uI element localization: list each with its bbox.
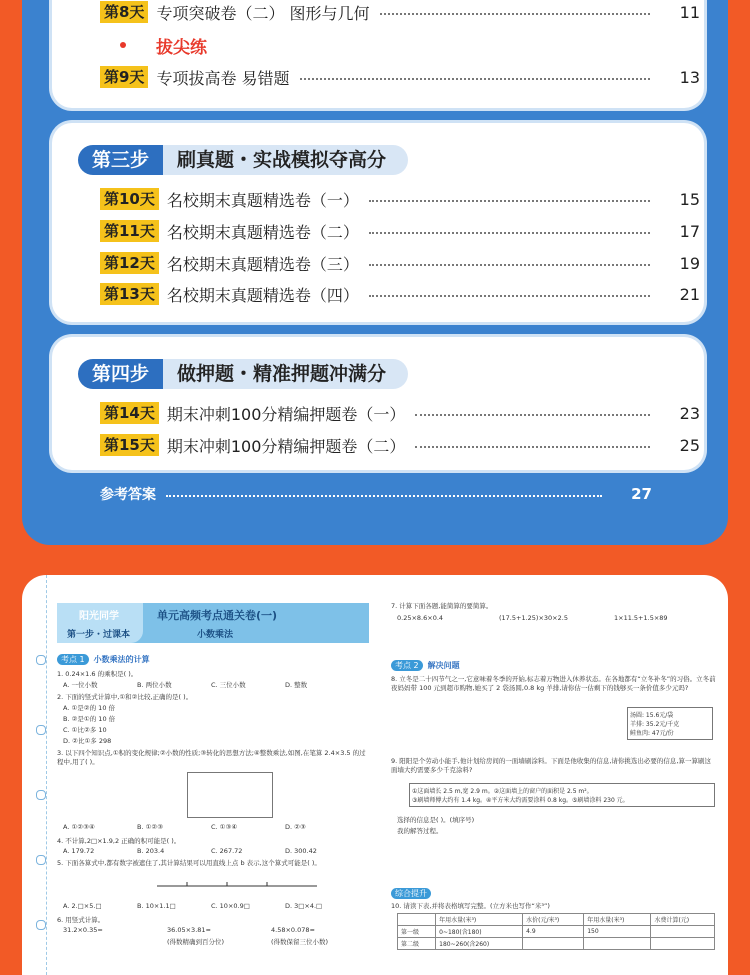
option: C. ①③④ [211, 823, 238, 831]
option: B. ①②③ [137, 823, 164, 831]
option: A. 179.72 [63, 847, 95, 855]
answers-row[interactable] [100, 484, 652, 504]
toc-row[interactable] [100, 65, 700, 89]
column-header: 水费计算(元) [651, 914, 715, 926]
question: 2. 下面的竖式计算中,①和②比较,正确的是( )。 [57, 693, 193, 701]
toc-title: 期末冲刺100分精编押题卷（一） [166, 404, 406, 424]
toc-title: 专项突破卷（二） 图形与几何 [156, 3, 370, 23]
table-cell: 第二级 [398, 938, 436, 950]
info-item: ①这面墙长 2.5 m,宽 2.9 m。②这面墙上的窗户的面积是 2.5 m²。 [412, 788, 593, 795]
toc-card-step3 [52, 123, 704, 322]
section-tag: 考点 2 [391, 660, 423, 671]
step-header [78, 145, 408, 175]
table-cell: 0~180(含180) [436, 926, 523, 938]
page-number: 17 [679, 221, 700, 241]
leader-dots [369, 232, 650, 234]
answer-blank: 选择的信息是( )。(填序号) [397, 816, 475, 824]
day-badge: 第10天 [100, 188, 159, 210]
table-cell [584, 938, 651, 950]
column-header: 年用水量(米³) [436, 914, 523, 926]
toc-title: 名校期末真题精选卷（四） [166, 285, 359, 305]
question: 1. 0.24×1.6 的乘积是( )。 [57, 670, 138, 678]
answers-label: 参考答案 [100, 487, 156, 503]
option: A. ①②③④ [63, 823, 95, 831]
toc-title: 专项拔高卷 易错题 [156, 68, 290, 88]
option: D. ②③ [285, 823, 306, 831]
table-row [398, 938, 715, 950]
calc-item: 31.2×0.35= [63, 926, 103, 934]
toc-card-step4 [52, 337, 704, 470]
question: 8. 立冬是二十四节气之一,它意味着冬季的开始,标志着万物进入休养状态。在各地都有“立冬补冬”的习俗。立冬前夜妈妈带 100 元到超市购物,她买了 2 袋汤圆,0.8 kg 羊排,请你估一估剩下的钱够买一条价值多少元吗? [391, 675, 716, 692]
step-header [78, 359, 408, 389]
left-page [47, 597, 379, 975]
option: C. 10×0.9□ [211, 902, 250, 910]
table-cell [523, 938, 584, 950]
page-number: 19 [679, 253, 700, 273]
vertical-calculation [187, 772, 273, 818]
option: C. ①比②多 10 [63, 726, 107, 734]
calc-item: 0.25×8.6×0.4 [397, 614, 444, 622]
table-cell: 第一级 [398, 926, 436, 938]
section-tag: 考点 1 [57, 654, 89, 665]
step-label: 第四步 [78, 359, 163, 389]
page-number: 15 [679, 189, 700, 209]
option: D. 整数 [285, 681, 308, 689]
water-fee-table [397, 913, 715, 950]
section-title: 解决问题 [427, 660, 460, 670]
option: D. 300.42 [285, 847, 317, 855]
exam-title: 单元高频考点通关卷(一) [157, 609, 278, 622]
binding-hole [36, 920, 46, 930]
day-badge: 第11天 [100, 220, 159, 242]
day-badge: 第9天 [100, 66, 148, 88]
toc-title: 名校期末真题精选卷（三） [166, 254, 359, 274]
column-header: 年用水量(米³) [584, 914, 651, 926]
question: 10. 请读下表,并将表格填写完整。(立方米也写作“米³”) [391, 902, 550, 910]
binding-margin [22, 575, 47, 975]
page-number: 13 [679, 67, 700, 87]
leader-dots [166, 495, 602, 497]
day-badge: 第13天 [100, 283, 159, 305]
leader-dots [369, 200, 650, 202]
step-text: 第一步・过课本 [67, 630, 131, 640]
exam-preview [22, 575, 728, 975]
table-row [398, 926, 715, 938]
toc-card-step2 [52, 0, 704, 108]
step-title: 做押题・精准押题冲满分 [163, 359, 408, 389]
day-badge: 第15天 [100, 434, 159, 456]
toc-title: 期末冲刺100分精编押题卷（二） [166, 436, 406, 456]
option: A. 一位小数 [63, 681, 98, 689]
toc-row[interactable] [100, 0, 700, 24]
page-number: 23 [679, 403, 700, 423]
calc-note: (得数精确到百分位) [167, 938, 225, 946]
option: C. 三位小数 [211, 681, 246, 689]
option: A. ①是②的 10 倍 [63, 704, 116, 712]
leader-dots [415, 446, 650, 448]
table-cell: 150 [584, 926, 651, 938]
option: B. 203.4 [137, 847, 165, 855]
option: B. 10×1.1□ [137, 902, 176, 910]
exam-subtitle: 小数乘法 [197, 630, 234, 640]
subheading: 拔尖练 [156, 38, 207, 58]
calc-note: (得数保留三位小数) [271, 938, 329, 946]
section-tag: 综合提升 [391, 888, 431, 899]
section-header [391, 659, 460, 671]
question: 3. 以下四个知识点,①积的变化规律;②小数的性质;③转化的思想方法;④整数乘法,如图,在笔算 2.4×3.5 的过程中,用了( )。 [57, 749, 366, 766]
section-header [391, 887, 431, 899]
calc-item: 36.05×3.81≈ [167, 926, 211, 934]
price-item: 羊排: 35.2元/千克 [630, 721, 680, 728]
calc-item: 4.58×0.078≈ [271, 926, 315, 934]
binding-hole [36, 790, 46, 800]
answer-prompt: 我的解答过程。 [397, 827, 443, 835]
toc-row[interactable] [100, 401, 700, 425]
step-label: 第三步 [78, 145, 163, 175]
price-list [627, 707, 713, 740]
calc-item: 1×11.5+1.5×89 [614, 614, 668, 622]
table-cell [651, 938, 715, 950]
page-number: 11 [679, 2, 700, 22]
option: B. 两位小数 [137, 681, 172, 689]
toc-row[interactable] [100, 282, 700, 306]
number-line [157, 879, 317, 893]
calc-item: (17.5+1.25)×30×2.5 [499, 614, 568, 622]
toc-row[interactable] [100, 433, 700, 457]
exam-header [57, 603, 369, 643]
option: A. 2.□×5.□ [63, 902, 102, 910]
bullet-icon [120, 42, 126, 48]
info-list [409, 783, 715, 807]
option: B. ②是①的 10 倍 [63, 715, 116, 723]
leader-dots [415, 414, 650, 416]
page-number: 27 [631, 485, 652, 503]
day-badge: 第12天 [100, 252, 159, 274]
logo-text: 阳光同学 [79, 611, 119, 622]
toc-title: 名校期末真题精选卷（二） [166, 222, 359, 242]
toc-row[interactable] [100, 187, 700, 211]
price-item: 鲑鱼肉: 47元/份 [630, 730, 674, 737]
toc-row[interactable] [100, 251, 700, 275]
logo [57, 603, 143, 643]
right-page [389, 597, 721, 975]
question: 5. 下面各算式中,都有数字被遮住了,其计算结果可以用直线上点 b 表示,这个算式可能是( )。 [57, 859, 321, 867]
leader-dots [300, 78, 650, 80]
toc-title: 名校期末真题精选卷（一） [166, 190, 359, 210]
binding-hole [36, 725, 46, 735]
table-cell [651, 926, 715, 938]
question: 6. 用竖式计算。 [57, 916, 105, 924]
table-header [398, 914, 715, 926]
leader-dots [369, 295, 650, 297]
info-item: ③刷墙师傅大约有 1.4 kg。④平方米大约需要涂料 0.8 kg。⑤刷墙涂料 230 元。 [412, 797, 629, 804]
page-number: 25 [679, 435, 700, 455]
table-cell: 4.9 [523, 926, 584, 938]
question: 4. 不计算,2□×1.9,2 正确的积可能是( )。 [57, 837, 181, 845]
section-title: 小数乘法的计算 [93, 654, 150, 664]
price-item: 汤圆: 15.6元/袋 [630, 712, 674, 719]
option: C. 267.72 [211, 847, 243, 855]
question: 7. 计算下面各题,能简算的要简算。 [391, 602, 493, 610]
page-number: 21 [679, 284, 700, 304]
leader-dots [369, 264, 650, 266]
day-badge: 第14天 [100, 402, 159, 424]
option: D. 3□×4.□ [285, 902, 323, 910]
day-badge: 第8天 [100, 1, 148, 23]
section-header [57, 653, 150, 665]
binding-hole [36, 655, 46, 665]
binding-hole [36, 855, 46, 865]
column-header: 水价(元/米³) [523, 914, 584, 926]
table-cell: 180~260(含260) [436, 938, 523, 950]
step-title: 刷真题・实战模拟夺高分 [163, 145, 408, 175]
leader-dots [380, 13, 650, 15]
question: 9. 阳阳是个劳动小能手,他计划给房间的一面墙刷涂料。下面是他收集的信息,请你挑选出必要的信息,算一算刷这面墙大约需要多少千克涂料? [391, 757, 711, 774]
option: D. ②比①多 298 [63, 737, 112, 745]
toc-row[interactable] [100, 219, 700, 243]
